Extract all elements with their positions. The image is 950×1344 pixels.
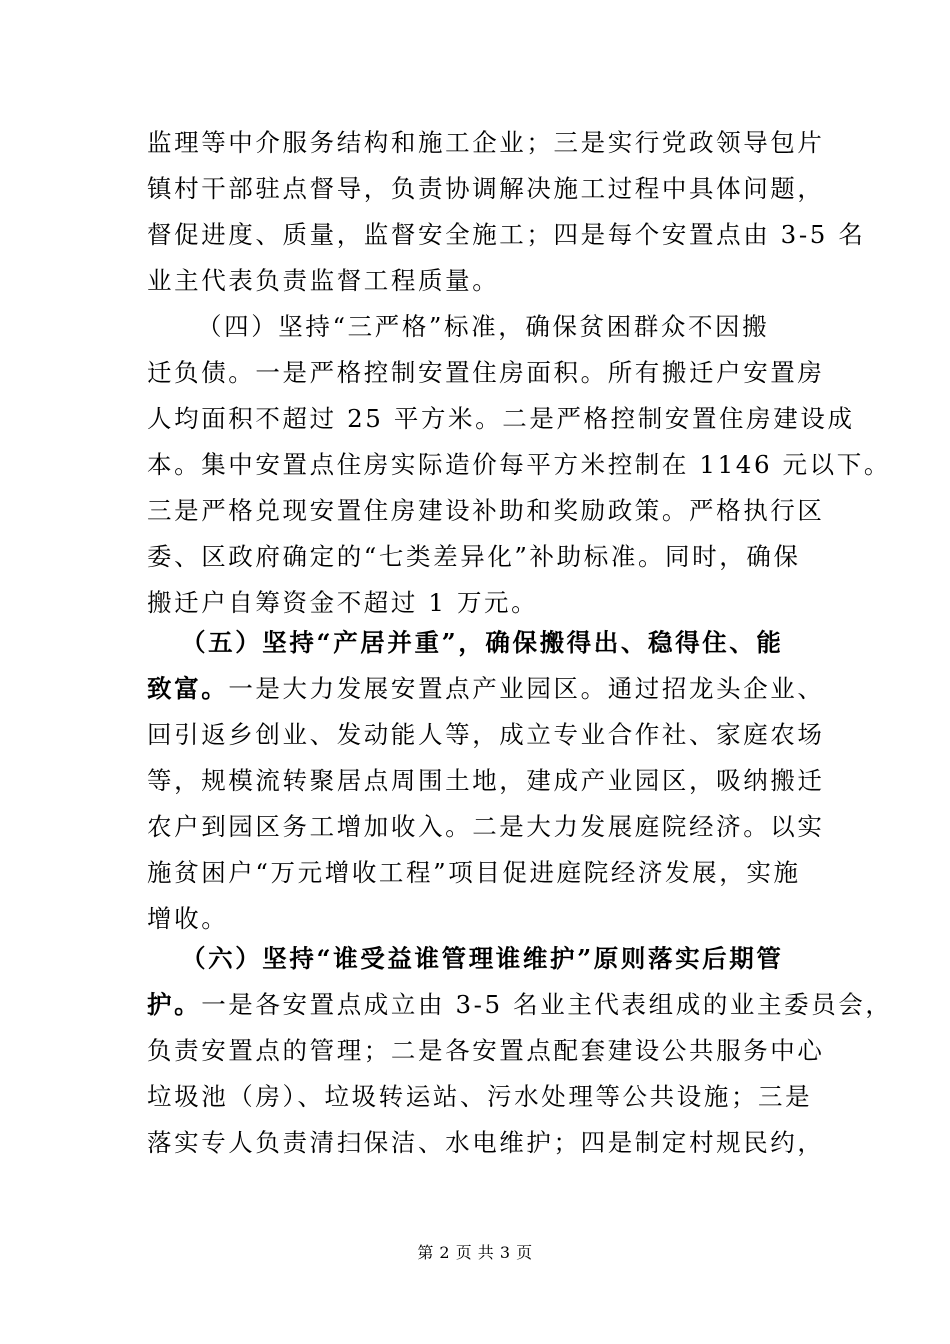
section-heading-6: （六）坚持“谁受益谁管理谁维护”原则落实后期管 bbox=[181, 944, 784, 973]
body-line: 垃圾池（房）、垃圾转运站、污水处理等公共设施；三是 bbox=[147, 1082, 813, 1111]
body-line: 三是严格兑现安置住房建设补助和奖励政策。严格执行区 bbox=[147, 496, 825, 525]
body-line: 委、区政府确定的“七类差异化”补助标准。同时，确保 bbox=[147, 542, 801, 571]
body-line: 回引返乡创业、发动能人等，成立专业合作社、家庭农场 bbox=[147, 720, 825, 749]
body-line: 施贫困户“万元增收工程”项目促进庭院经济发展，实施 bbox=[147, 858, 801, 887]
body-line bbox=[147, 990, 893, 1020]
body-text: 一是大力发展安置点产业园区。通过招龙头企业、 bbox=[228, 674, 825, 703]
body-line: 督促进度、质量，监督安全施工；四是每个安置点由 3-5 名 bbox=[147, 220, 866, 249]
body-line: 监理等中介服务结构和施工企业；三是实行党政领导包片 bbox=[147, 128, 825, 157]
section-heading-5: （五）坚持“产居并重”，确保搬得出、稳得住、能 bbox=[181, 628, 784, 657]
body-line: 等，规模流转聚居点周围土地，建成产业园区，吸纳搬迁 bbox=[147, 766, 825, 795]
body-line: 业主代表负责监督工程质量。 bbox=[147, 266, 500, 295]
body-line: 镇村干部驻点督导，负责协调解决施工过程中具体问题， bbox=[147, 174, 825, 203]
page-footer: 第 2 页 共 3 页 bbox=[417, 1243, 533, 1262]
body-text: 一是各安置点成立由 3-5 名业主代表组成的业主委员会， bbox=[201, 990, 893, 1019]
body-line bbox=[147, 674, 825, 704]
section-heading-5-cont: 致富。 bbox=[147, 674, 229, 703]
body-line: 落实专人负责清扫保洁、水电维护；四是制定村规民约， bbox=[147, 1128, 825, 1157]
body-line: 负责安置点的管理；二是各安置点配套建设公共服务中心 bbox=[147, 1036, 825, 1065]
section-heading-4: （四）坚持“三严格”标准，确保贫困群众不因搬 bbox=[197, 312, 770, 341]
section-heading-6-cont: 护。 bbox=[147, 990, 202, 1019]
body-line: 农户到园区务工增加收入。二是大力发展庭院经济。以实 bbox=[147, 812, 825, 841]
body-line: 增收。 bbox=[147, 904, 229, 933]
body-line: 本。集中安置点住房实际造价每平方米控制在 1146 元以下。 bbox=[147, 450, 891, 479]
body-line: 搬迁户自筹资金不超过 1 万元。 bbox=[147, 588, 539, 617]
body-line: 迁负债。一是严格控制安置住房面积。所有搬迁户安置房 bbox=[147, 358, 825, 387]
body-line: 人均面积不超过 25 平方米。二是严格控制安置住房建设成 bbox=[147, 404, 855, 433]
